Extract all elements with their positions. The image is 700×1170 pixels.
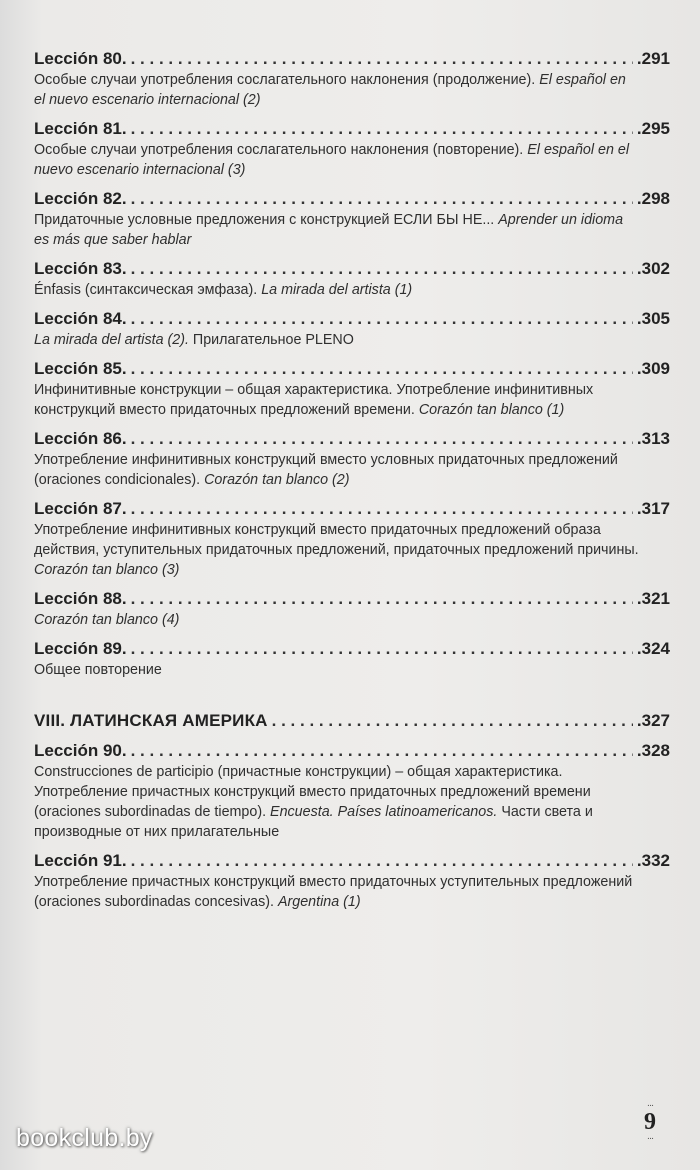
toc-entry xyxy=(34,638,670,680)
lesson-description xyxy=(34,610,670,630)
description-text: Придаточные условные предложения с конструкцией ЕСЛИ БЫ НЕ... xyxy=(34,212,499,228)
toc-entry-header xyxy=(34,358,670,380)
toc-entry-header xyxy=(34,498,670,520)
italic-text: El español en el nuevo escenario internacional (3) xyxy=(34,142,630,178)
page-reference: .298 xyxy=(636,189,670,208)
toc-entry-header xyxy=(34,850,670,872)
lesson-title: Lección 85. xyxy=(34,359,127,378)
description-text: Énfasis (синтаксическая эмфаза). xyxy=(34,282,262,298)
toc-entry xyxy=(34,498,670,580)
italic-text: Corazón tan blanco (4) xyxy=(34,612,180,628)
italic-text: Corazón tan blanco (1) xyxy=(418,402,565,418)
lesson-description xyxy=(34,330,670,350)
lesson-title: Lección 91. xyxy=(34,851,127,870)
lesson-title: Lección 90. xyxy=(34,741,127,760)
description-text: Инфинитивные конструкции – общая характеристика. Употребление инфинитивных конструкций вместо придаточных предложений времени. xyxy=(34,382,594,418)
lesson-title: Lección 80. xyxy=(34,49,127,68)
page-reference: .309 xyxy=(636,359,670,378)
italic-text: Argentina (1) xyxy=(277,894,361,910)
italic-text: El español en el nuevo escenario internacional (2) xyxy=(34,72,626,108)
toc-entry xyxy=(34,188,670,250)
page-number: · · · 9 · · · xyxy=(644,1103,656,1142)
page-reference: .327 xyxy=(636,711,670,730)
lesson-title: Lección 82. xyxy=(34,189,127,208)
toc-entry-header xyxy=(34,710,670,732)
lesson-description xyxy=(34,210,670,250)
description-text: Употребление инфинитивных конструкций вместо условных придаточных предложений (oraciones condicionales). xyxy=(34,452,618,488)
dot-leader xyxy=(131,638,633,660)
page-reference: .305 xyxy=(636,309,670,328)
dot-leader xyxy=(131,188,633,210)
dot-leader xyxy=(131,118,633,140)
page-reference: .324 xyxy=(636,639,670,658)
page-reference: .291 xyxy=(636,49,670,68)
page-reference: .313 xyxy=(636,429,670,448)
dot-leader xyxy=(131,740,633,762)
lesson-description xyxy=(34,140,670,180)
dot-leader xyxy=(131,588,633,610)
description-text: Употребление инфинитивных конструкций вместо придаточных предложений образа действия, уступительных придаточных предложений, придаточных предложений причины. xyxy=(34,522,639,558)
section-title: VIII. ЛАТИНСКАЯ АМЕРИКА xyxy=(34,711,268,730)
toc-entry-header xyxy=(34,118,670,140)
lesson-title: Lección 84. xyxy=(34,309,127,328)
italic-text: Corazón tan blanco (2) xyxy=(204,472,350,488)
lesson-description xyxy=(34,380,670,420)
description-text: Общее повторение xyxy=(34,662,162,678)
lesson-description xyxy=(34,520,670,580)
section-entry xyxy=(34,710,670,732)
italic-text: La mirada del artista (1) xyxy=(261,282,413,298)
dot-leader xyxy=(272,710,633,732)
dot-leader xyxy=(131,358,633,380)
toc-entry xyxy=(34,118,670,180)
page-reference: .328 xyxy=(636,741,670,760)
description-text: Части света и производные от них прилагательные xyxy=(34,804,593,840)
page-reference: .302 xyxy=(636,259,670,278)
description-text: Особые случаи употребления сослагательного наклонения (продолжение). xyxy=(34,72,540,88)
lesson-title: Lección 87. xyxy=(34,499,127,518)
dot-leader xyxy=(131,48,633,70)
lesson-title: Lección 81. xyxy=(34,119,127,138)
toc-entry-header xyxy=(34,428,670,450)
page-reference: .317 xyxy=(636,499,670,518)
italic-text: Corazón tan blanco (3) xyxy=(34,562,180,578)
section-spacer xyxy=(34,688,670,710)
toc-entry xyxy=(34,48,670,110)
page-reference: .295 xyxy=(636,119,670,138)
description-text: Употребление причастных конструкций вместо придаточных уступительных предложений (oraciones subordinadas concesivas). xyxy=(34,874,633,910)
toc-entry-header xyxy=(34,638,670,660)
lesson-description xyxy=(34,70,670,110)
dot-leader xyxy=(131,428,633,450)
lesson-title: Lección 86. xyxy=(34,429,127,448)
toc-entry-header xyxy=(34,740,670,762)
toc-entry xyxy=(34,428,670,490)
watermark: bookclub.by xyxy=(16,1124,153,1152)
toc-entry-header xyxy=(34,258,670,280)
lesson-description xyxy=(34,280,670,300)
toc-entry-header xyxy=(34,308,670,330)
lesson-title: Lección 83. xyxy=(34,259,127,278)
table-of-contents xyxy=(34,48,670,920)
dot-leader xyxy=(131,258,633,280)
toc-entry-header xyxy=(34,188,670,210)
description-text: Прилагательное PLENO xyxy=(192,332,354,348)
lesson-description xyxy=(34,660,670,680)
page-reference: .321 xyxy=(636,589,670,608)
toc-entry xyxy=(34,588,670,630)
italic-text: La mirada del artista (2). xyxy=(34,332,193,348)
italic-text: Aprender un idioma es más que saber hablar xyxy=(34,212,624,248)
lesson-title: Lección 88. xyxy=(34,589,127,608)
description-text: Construcciones de participio (причастные конструкции) – общая характеристика. Употребление причастных конструкций вместо придаточных предложений времени (oraciones subordinadas de tiempo). xyxy=(34,764,591,820)
toc-entry-header xyxy=(34,48,670,70)
toc-entry xyxy=(34,358,670,420)
dot-leader xyxy=(131,498,633,520)
dot-leader xyxy=(131,308,633,330)
description-text: Особые случаи употребления сослагательного наклонения (повторение). xyxy=(34,142,528,158)
toc-entry-header xyxy=(34,588,670,610)
page-reference: .332 xyxy=(636,851,670,870)
toc-entry xyxy=(34,258,670,300)
dot-leader xyxy=(131,850,633,872)
toc-entry xyxy=(34,740,670,842)
lesson-title: Lección 89. xyxy=(34,639,127,658)
lesson-description xyxy=(34,450,670,490)
lesson-description xyxy=(34,872,670,912)
toc-entry xyxy=(34,308,670,350)
lesson-description xyxy=(34,762,670,842)
italic-text: Encuesta. Países latinoamericanos. xyxy=(270,804,498,820)
toc-entry xyxy=(34,850,670,912)
